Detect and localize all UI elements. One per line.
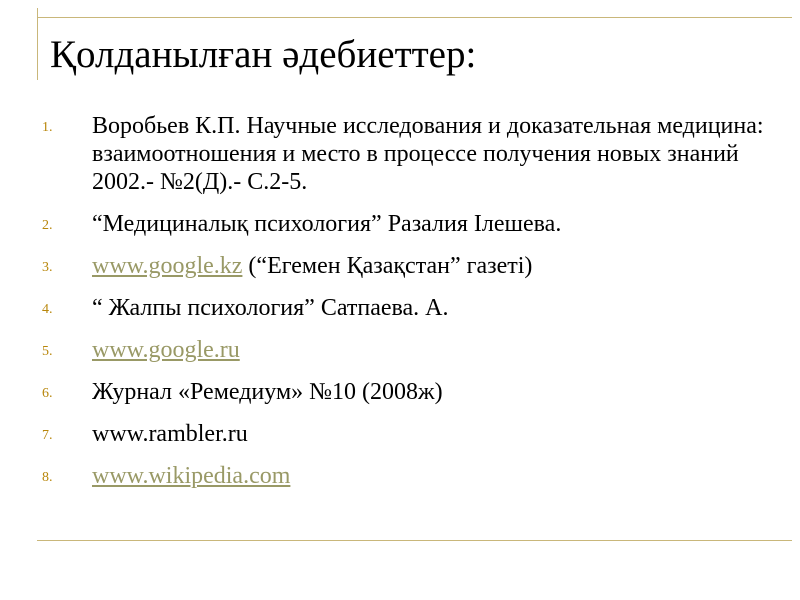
reference-number: 3.: [42, 260, 53, 275]
reference-text: Журнал «Ремедиум» №10 (2008ж): [92, 379, 443, 405]
reference-item-4: [0, 294, 772, 322]
reference-text: “ Жалпы психология” Сатпаева. А.: [92, 295, 449, 321]
reference-number: 6.: [42, 386, 53, 401]
reference-number: 4.: [42, 302, 53, 317]
reference-item-2: [0, 210, 772, 238]
reference-text: “Медициналық психология” Разалия Ілешева.: [92, 211, 562, 237]
reference-item-8: [0, 462, 772, 490]
frame-vertical-line: [37, 8, 38, 80]
reference-text: Воробьев К.П. Научные исследования и доказательная медицина: взаимоотношения и место в процессе получения новых знаний 2002.- №2(Д).- С.2-5.: [92, 113, 764, 195]
reference-item-3: [0, 252, 772, 280]
frame-top-line: [37, 17, 792, 18]
reference-item-1: [0, 112, 772, 196]
reference-item-6: [0, 378, 772, 406]
reference-item-5: [0, 336, 772, 364]
reference-text: www.rambler.ru: [92, 421, 248, 447]
reference-number: 5.: [42, 344, 53, 359]
reference-link-google-kz[interactable]: www.google.kz: [92, 253, 243, 279]
slide-title: Қолданылған әдебиеттер:: [50, 33, 477, 76]
reference-item-7: [0, 420, 772, 448]
reference-number: 2.: [42, 218, 53, 233]
reference-link-google-ru[interactable]: www.google.ru: [92, 337, 240, 363]
reference-link-wikipedia[interactable]: www.wikipedia.com: [92, 463, 291, 489]
reference-text: (“Егемен Қазақстан” газеті): [242, 253, 533, 279]
frame-bottom-line: [37, 540, 792, 541]
reference-number: 8.: [42, 470, 53, 485]
reference-number: 7.: [42, 428, 53, 443]
reference-list: [0, 112, 800, 504]
reference-number: 1.: [42, 120, 53, 135]
